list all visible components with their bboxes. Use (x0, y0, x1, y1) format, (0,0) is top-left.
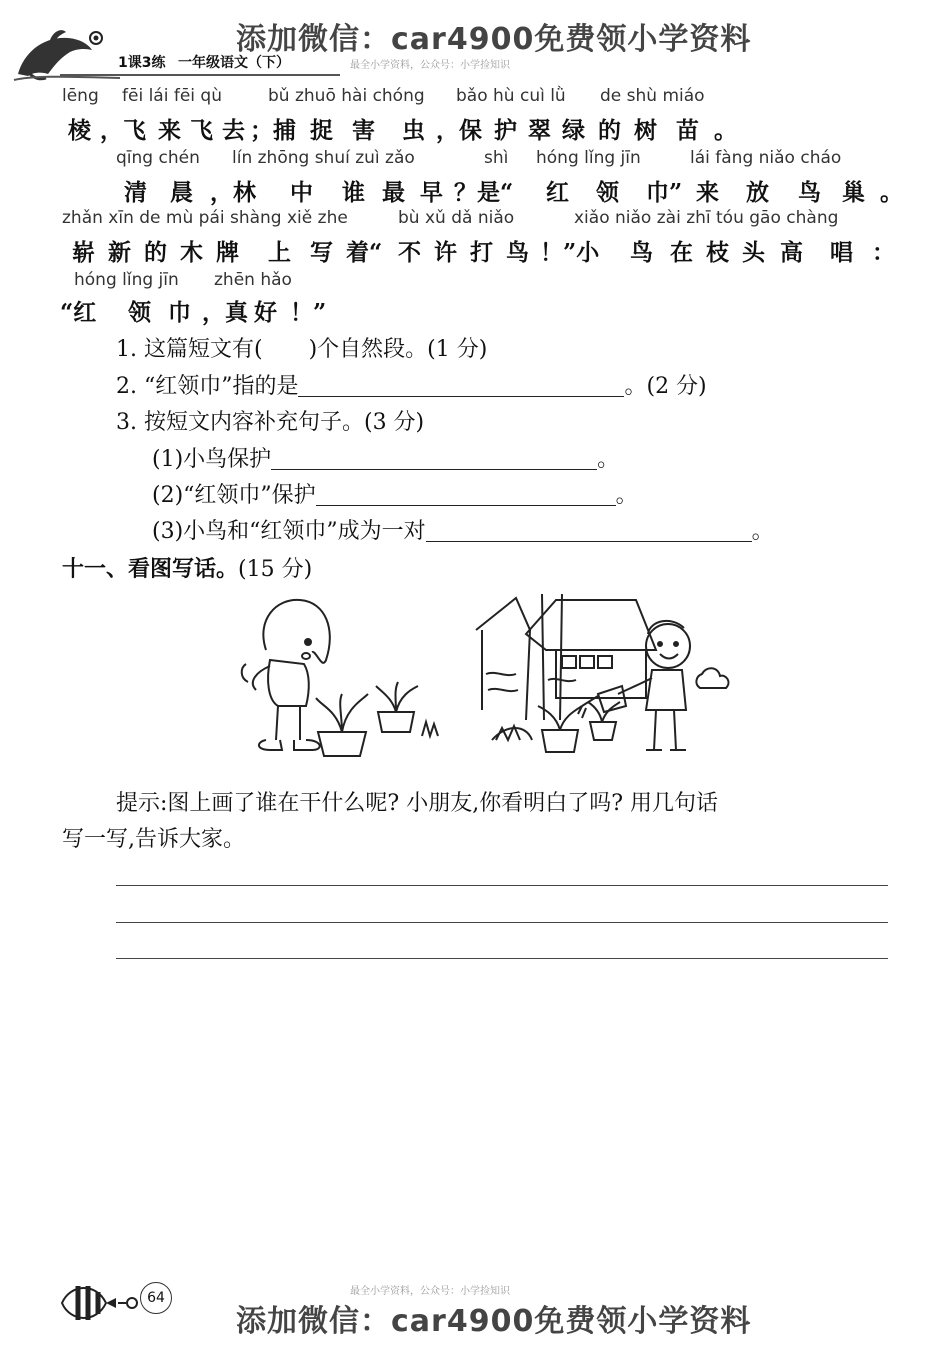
pinyin-text: de shù miáo (600, 86, 705, 106)
question-1 (116, 332, 487, 363)
hanzi-char: 鸟 (506, 239, 529, 266)
pinyin-text: zhǎn xīn de mù pái shàng xiě zhe (62, 208, 348, 228)
pinyin-text: shì (484, 148, 509, 168)
illustration-svg (226, 590, 736, 770)
hanzi-char: 早 (420, 179, 443, 206)
hanzi-char: 害 (352, 117, 375, 144)
hanzi-char: 来 (696, 179, 719, 206)
question-text: (1)小鸟保护 (152, 447, 272, 472)
pinyin-text: bǎo hù cuì lǜ (456, 86, 566, 106)
series-label: 1课3练 (118, 55, 166, 71)
hanzi-char: 。 (714, 117, 737, 144)
writing-line[interactable] (116, 922, 888, 923)
fish-icon (56, 1278, 146, 1328)
answer-blank-q3-1[interactable] (271, 469, 597, 470)
hanzi-char: 巾 (168, 299, 191, 326)
hanzi-char: 的 (144, 239, 167, 266)
hanzi-char: 翠 (528, 117, 551, 144)
pinyin-text: zhēn hǎo (214, 270, 292, 290)
hanzi-char: 打 (470, 239, 493, 266)
header-divider (60, 74, 340, 76)
pinyin-text: qīng chén (116, 148, 200, 168)
hanzi-char: 枝 (706, 239, 729, 266)
hanzi-char: 来 (158, 117, 181, 144)
hanzi-line-2 (0, 174, 950, 204)
hanzi-char: ？是“ (454, 179, 514, 206)
hanzi-char: 高 (780, 239, 803, 266)
hanzi-line-1 (0, 112, 950, 142)
hanzi-char: 护 (494, 117, 517, 144)
question-text: 。 (751, 519, 774, 544)
pinyin-line-2 (0, 148, 950, 170)
hanzi-char: 好 (254, 299, 277, 326)
hint-line-1: 提示:图上画了谁在干什么呢? 小朋友,你看明白了吗? 用几句话 (116, 791, 718, 816)
hanzi-char: 虫 (402, 117, 425, 144)
picture-illustration (226, 590, 736, 770)
hanzi-char: 红 (546, 179, 569, 206)
hanzi-line-3 (0, 234, 950, 264)
hanzi-char: “红 (60, 299, 97, 326)
hanzi-char: 的 (598, 117, 621, 144)
hanzi-char: 谁 (342, 179, 365, 206)
pinyin-text: hóng lǐng jīn (536, 148, 641, 168)
hanzi-line-4 (0, 294, 950, 324)
answer-blank-q2[interactable] (298, 396, 624, 397)
hanzi-char: ；捕 (250, 117, 296, 144)
pinyin-line-3 (0, 208, 950, 230)
hanzi-char: 飞 (190, 117, 213, 144)
dolphin-logo-icon (10, 22, 120, 86)
hanzi-char: 棱 (68, 117, 91, 144)
hanzi-char: 崭 (72, 239, 95, 266)
pinyin-text: fēi lái fēi qù (122, 86, 222, 106)
fish-logo (56, 1278, 146, 1328)
potted-plant-icon (316, 682, 438, 756)
page-number: 64 (140, 1282, 172, 1314)
hanzi-char: 上 (268, 239, 291, 266)
pinyin-text: lái fàng niǎo cháo (690, 148, 842, 168)
question-3-2 (152, 478, 638, 509)
hanzi-char: 绿 (562, 117, 585, 144)
girl-watering-icon (578, 621, 728, 750)
hint-line-2: 写一写,告诉大家。 (62, 827, 245, 852)
house-icon (476, 598, 656, 720)
hanzi-char: 不 (398, 239, 421, 266)
girl-looking-icon (242, 600, 330, 750)
question-text: 1. 这篇短文有( (116, 337, 263, 362)
hanzi-char: 去 (222, 117, 245, 144)
hanzi-char: 最 (382, 179, 405, 206)
section-title: 十一、看图写话。 (62, 557, 239, 582)
hanzi-char: 苗 (676, 117, 699, 144)
question-2 (116, 369, 707, 400)
hanzi-char: 着“ (346, 239, 383, 266)
hanzi-char: 放 (746, 179, 769, 206)
question-3: 3. 按短文内容补充句子。(3 分) (116, 410, 425, 435)
hanzi-char: 。 (880, 179, 903, 206)
question-text: 。 (597, 447, 620, 472)
hanzi-char: 许 (434, 239, 457, 266)
question-3-3 (152, 514, 774, 545)
hanzi-char: 领 (596, 179, 619, 206)
writing-line[interactable] (116, 958, 888, 959)
hanzi-char: 牌 (216, 239, 239, 266)
question-text: 。(2 分) (624, 374, 707, 399)
hanzi-char: ，真 (202, 299, 248, 326)
hanzi-char: ！” (290, 299, 327, 326)
hanzi-char: ，林 (210, 179, 256, 206)
footer-faded-note: 最全小学资料，公众号：小学捡知识 (350, 1286, 510, 1297)
section-score: (15 分) (238, 557, 313, 582)
pinyin-text: lēng (62, 86, 99, 106)
pinyin-line-1 (0, 86, 950, 108)
question-text: 2. “红领巾”指的是 (116, 374, 299, 399)
hanzi-char: 鸟 (630, 239, 653, 266)
header-logo (10, 22, 120, 86)
hanzi-char: ，飞 (100, 117, 146, 144)
hanzi-char: 树 (634, 117, 657, 144)
footer-watermark: 添加微信：car4900免费领小学资料 (236, 1304, 752, 1339)
potted-plants-right-icon (492, 702, 620, 752)
header-faded-note: 最全小学资料，公众号：小学捡知识 (350, 60, 510, 71)
hanzi-char: 写 (310, 239, 333, 266)
section-11-heading (62, 552, 312, 583)
hanzi-char: 中 (290, 179, 313, 206)
pinyin-text: bù xǔ dǎ niǎo (398, 208, 515, 228)
answer-blank-q3-3[interactable] (426, 541, 752, 542)
hanzi-char: 巢 (842, 179, 865, 206)
hanzi-char: 领 (128, 299, 151, 326)
hanzi-char: ！”小 (540, 239, 600, 266)
question-3-1 (152, 442, 619, 473)
pinyin-text: lín zhōng shuí zuì zǎo (232, 148, 415, 168)
hanzi-char: 巾” (646, 179, 683, 206)
hanzi-char: 清 (124, 179, 147, 206)
hanzi-char: ： (872, 239, 895, 266)
pinyin-text: hóng lǐng jīn (74, 270, 179, 290)
hanzi-char: 鸟 (798, 179, 821, 206)
hanzi-char: 晨 (170, 179, 193, 206)
header-watermark: 添加微信：car4900免费领小学资料 (236, 22, 752, 57)
hanzi-char: 在 (670, 239, 693, 266)
pinyin-line-4 (0, 270, 950, 292)
hanzi-char: ，保 (436, 117, 482, 144)
question-text: )个自然段。(1 分) (308, 337, 488, 362)
pinyin-text: bǔ zhuō hài chóng (268, 86, 425, 106)
subject-label: 一年级语文（下） (178, 55, 290, 71)
hanzi-char: 唱 (830, 239, 853, 266)
pinyin-text: xiǎo niǎo zài zhī tóu gāo chàng (574, 208, 839, 228)
question-text: (2)“红领巾”保护 (152, 483, 316, 508)
hanzi-char: 头 (742, 239, 765, 266)
question-text: 。 (615, 483, 638, 508)
hanzi-char: 新 (108, 239, 131, 266)
question-text: (3)小鸟和“红领巾”成为一对 (152, 519, 426, 544)
answer-blank-q3-2[interactable] (316, 505, 616, 506)
hanzi-char: 捉 (310, 117, 333, 144)
hanzi-char: 木 (180, 239, 203, 266)
writing-line[interactable] (116, 885, 888, 886)
